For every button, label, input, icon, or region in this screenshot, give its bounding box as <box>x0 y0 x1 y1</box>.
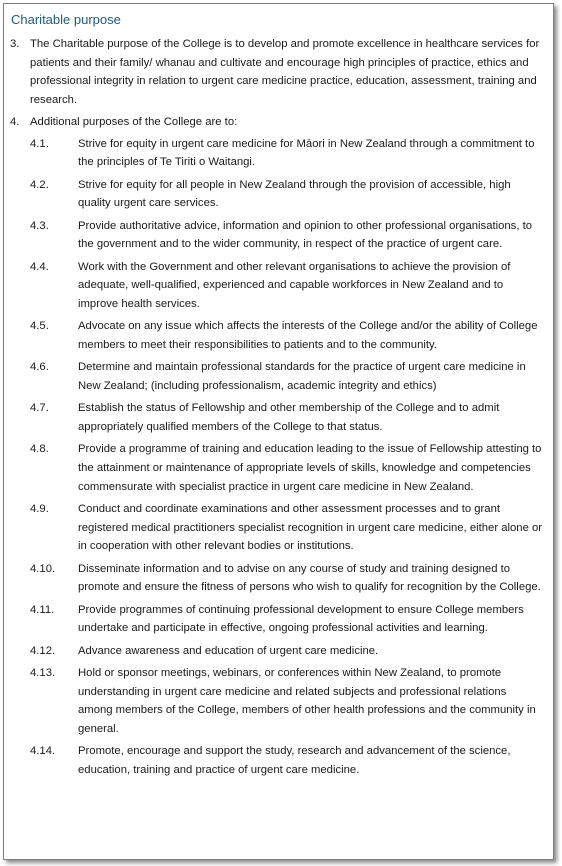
sub-clause-text: Strive for equity in urgent care medicine for Māori in New Zealand through a commitment to the principles of Te Tiriti o Waitangi. <box>78 137 535 169</box>
sub-clause <box>30 500 543 556</box>
sub-clause-text: Promote, encourage and support the study, research and advancement of the science, education, training and practice of urgent care medicine. <box>78 745 511 777</box>
sub-clause-text: Conduct and coordinate examinations and other assessment processes and to grant registered medical practitioners specialist recognition in urgent care medicine, either alone or in cooperation with other relevant bodies or institutions. <box>78 502 543 553</box>
sub-clause <box>30 317 543 354</box>
sub-clause-text: Advance awareness and education of urgent care medicine. <box>78 644 379 657</box>
sub-clause <box>30 176 543 213</box>
sub-clause-number: 4.14. <box>30 745 56 758</box>
sub-clause-number: 4.2. <box>30 178 49 191</box>
sub-clause-number: 4.11. <box>30 603 55 616</box>
sub-clause <box>30 664 543 739</box>
sub-clause-number: 4.4. <box>30 260 49 273</box>
sub-clause-number: 4.9. <box>30 502 49 515</box>
sub-clause-text: Provide programmes of continuing professional development to ensure College members undertake and participate in effective, ongoing professional activities and learning. <box>78 603 524 635</box>
clause-3 <box>10 35 543 110</box>
sub-clause-number: 4.10. <box>30 562 56 575</box>
sub-clause-text: Establish the status of Fellowship and other membership of the College and to admit appropriately qualified members of the College to that status. <box>78 402 500 433</box>
sub-clause-text: Hold or sponsor meetings, webinars, or conferences within New Zealand, to promote understanding in urgent care medicine and related subjects and professional relations among members of the College, members of other health professions and the community in general. <box>78 666 536 736</box>
sub-clause-number: 4.5. <box>30 320 49 333</box>
clause-number: 3. <box>10 38 20 50</box>
sub-clause-text: Provide a programme of training and education leading to the issue of Fellowship attesting to the attainment or maintenance of appropriate levels of skills, knowledge and competencies commensurate with specialist practice in urgent care medicine in New Zealand. <box>78 443 542 493</box>
sub-clause <box>30 358 543 395</box>
sub-clause <box>30 399 543 436</box>
sub-clause-number: 4.6. <box>30 361 49 374</box>
section-heading: Charitable purpose <box>11 12 121 27</box>
sub-clause-number: 4.1. <box>30 137 49 150</box>
clause-text: The Charitable purpose of the College is to develop and promote excellence in healthcare services for patients and their family/ whanau and cultivate and encourage high principles of practice, ethics and professional integrity in relation to urgent care medicine practice, education, assessment, training and research. <box>30 38 540 107</box>
sub-clause-text: Work with the Government and other relevant organisations to achieve the provision of adequate, well-qualified, experienced and capable workforces in New Zealand and to improve health services. <box>78 260 511 310</box>
sub-clause-text: Advocate on any issue which affects the interests of the College and/or the ability of College members to meet their responsibilities to patients and to the community. <box>78 320 538 351</box>
sub-clause <box>30 217 543 254</box>
clause-text: Additional purposes of the College are to: <box>30 115 238 128</box>
sub-clause-text: Disseminate information and to advise on any course of study and training designed to promote and ensure the fitness of persons who wish to qualify for recognition by the College. <box>78 562 541 594</box>
document-page <box>3 3 554 860</box>
sub-clause-number: 4.8. <box>30 443 49 456</box>
sub-clause <box>30 560 543 597</box>
sub-clause <box>30 135 543 172</box>
sub-clause <box>30 258 543 314</box>
sub-clause <box>30 742 543 779</box>
sub-clause-number: 4.3. <box>30 219 49 232</box>
sub-clause <box>30 601 543 638</box>
sub-clause <box>30 642 543 661</box>
clause-number: 4. <box>10 115 20 128</box>
sub-clause-number: 4.7. <box>30 402 49 415</box>
sub-clause-number: 4.12. <box>30 644 56 657</box>
sub-clause-text: Provide authoritative advice, information and opinion to other professional organisations, to the government and to the wider community, in respect of the practice of urgent care. <box>78 219 533 251</box>
clause-4 <box>10 113 543 132</box>
sub-clause-number: 4.13. <box>30 666 56 679</box>
sub-clause-text: Strive for equity for all people in New Zealand through the provision of accessible, high quality urgent care services. <box>78 178 511 210</box>
sub-clause-list <box>10 135 543 780</box>
sub-clause <box>30 440 543 496</box>
sub-clause-text: Determine and maintain professional standards for the practice of urgent care medicine in New Zealand; (including professionalism, academic integrity and ethics) <box>78 361 526 392</box>
